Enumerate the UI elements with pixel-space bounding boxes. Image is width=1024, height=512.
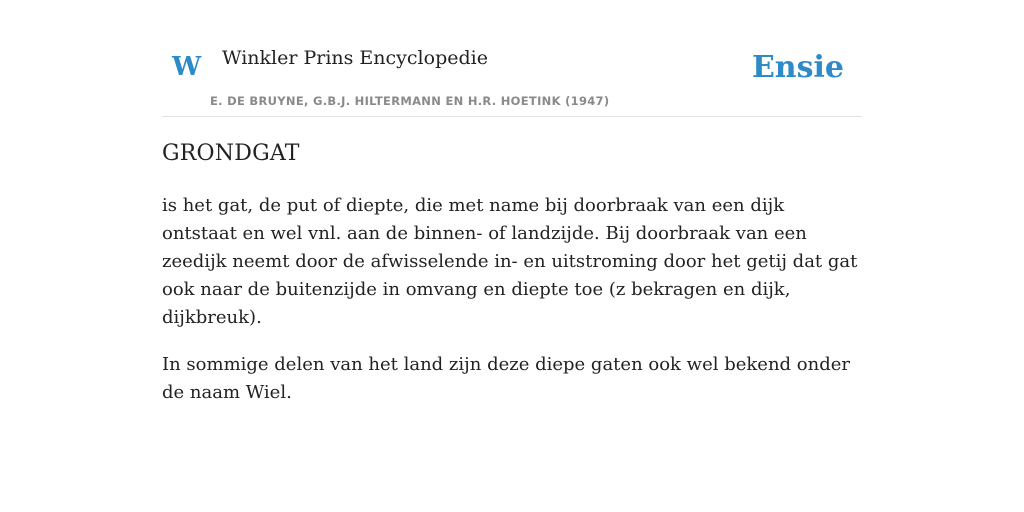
encyclopedia-header	[162, 40, 862, 117]
authors-line: E. DE BRUYNE, G.B.J. HILTERMANN EN H.R. HOETINK (1947)	[210, 94, 610, 108]
article-paragraph: In sommige delen van het land zijn deze diepe gaten ook wel bekend onder de naam Wiel.	[162, 354, 850, 403]
article-paragraph: is het gat, de put of diepte, die met name bij doorbraak van een dijk ontstaat en wel vnl. aan de binnen- of landzijde. Bij doorbraak van een zeedijk neemt door de afwisselende in- en uitstroming door het getij dat gat ook naar de buitenzijde in omvang en diepte toe (z bekragen en dijk, dijkbreuk).	[162, 195, 858, 328]
article-title: GRONDGAT	[162, 141, 300, 166]
winkler-prins-logo[interactable]: W	[172, 52, 202, 82]
publication-title[interactable]: Winkler Prins Encyclopedie	[222, 47, 488, 69]
ensie-logo-link[interactable]: Ensie	[751, 50, 844, 85]
article-body	[162, 192, 862, 426]
